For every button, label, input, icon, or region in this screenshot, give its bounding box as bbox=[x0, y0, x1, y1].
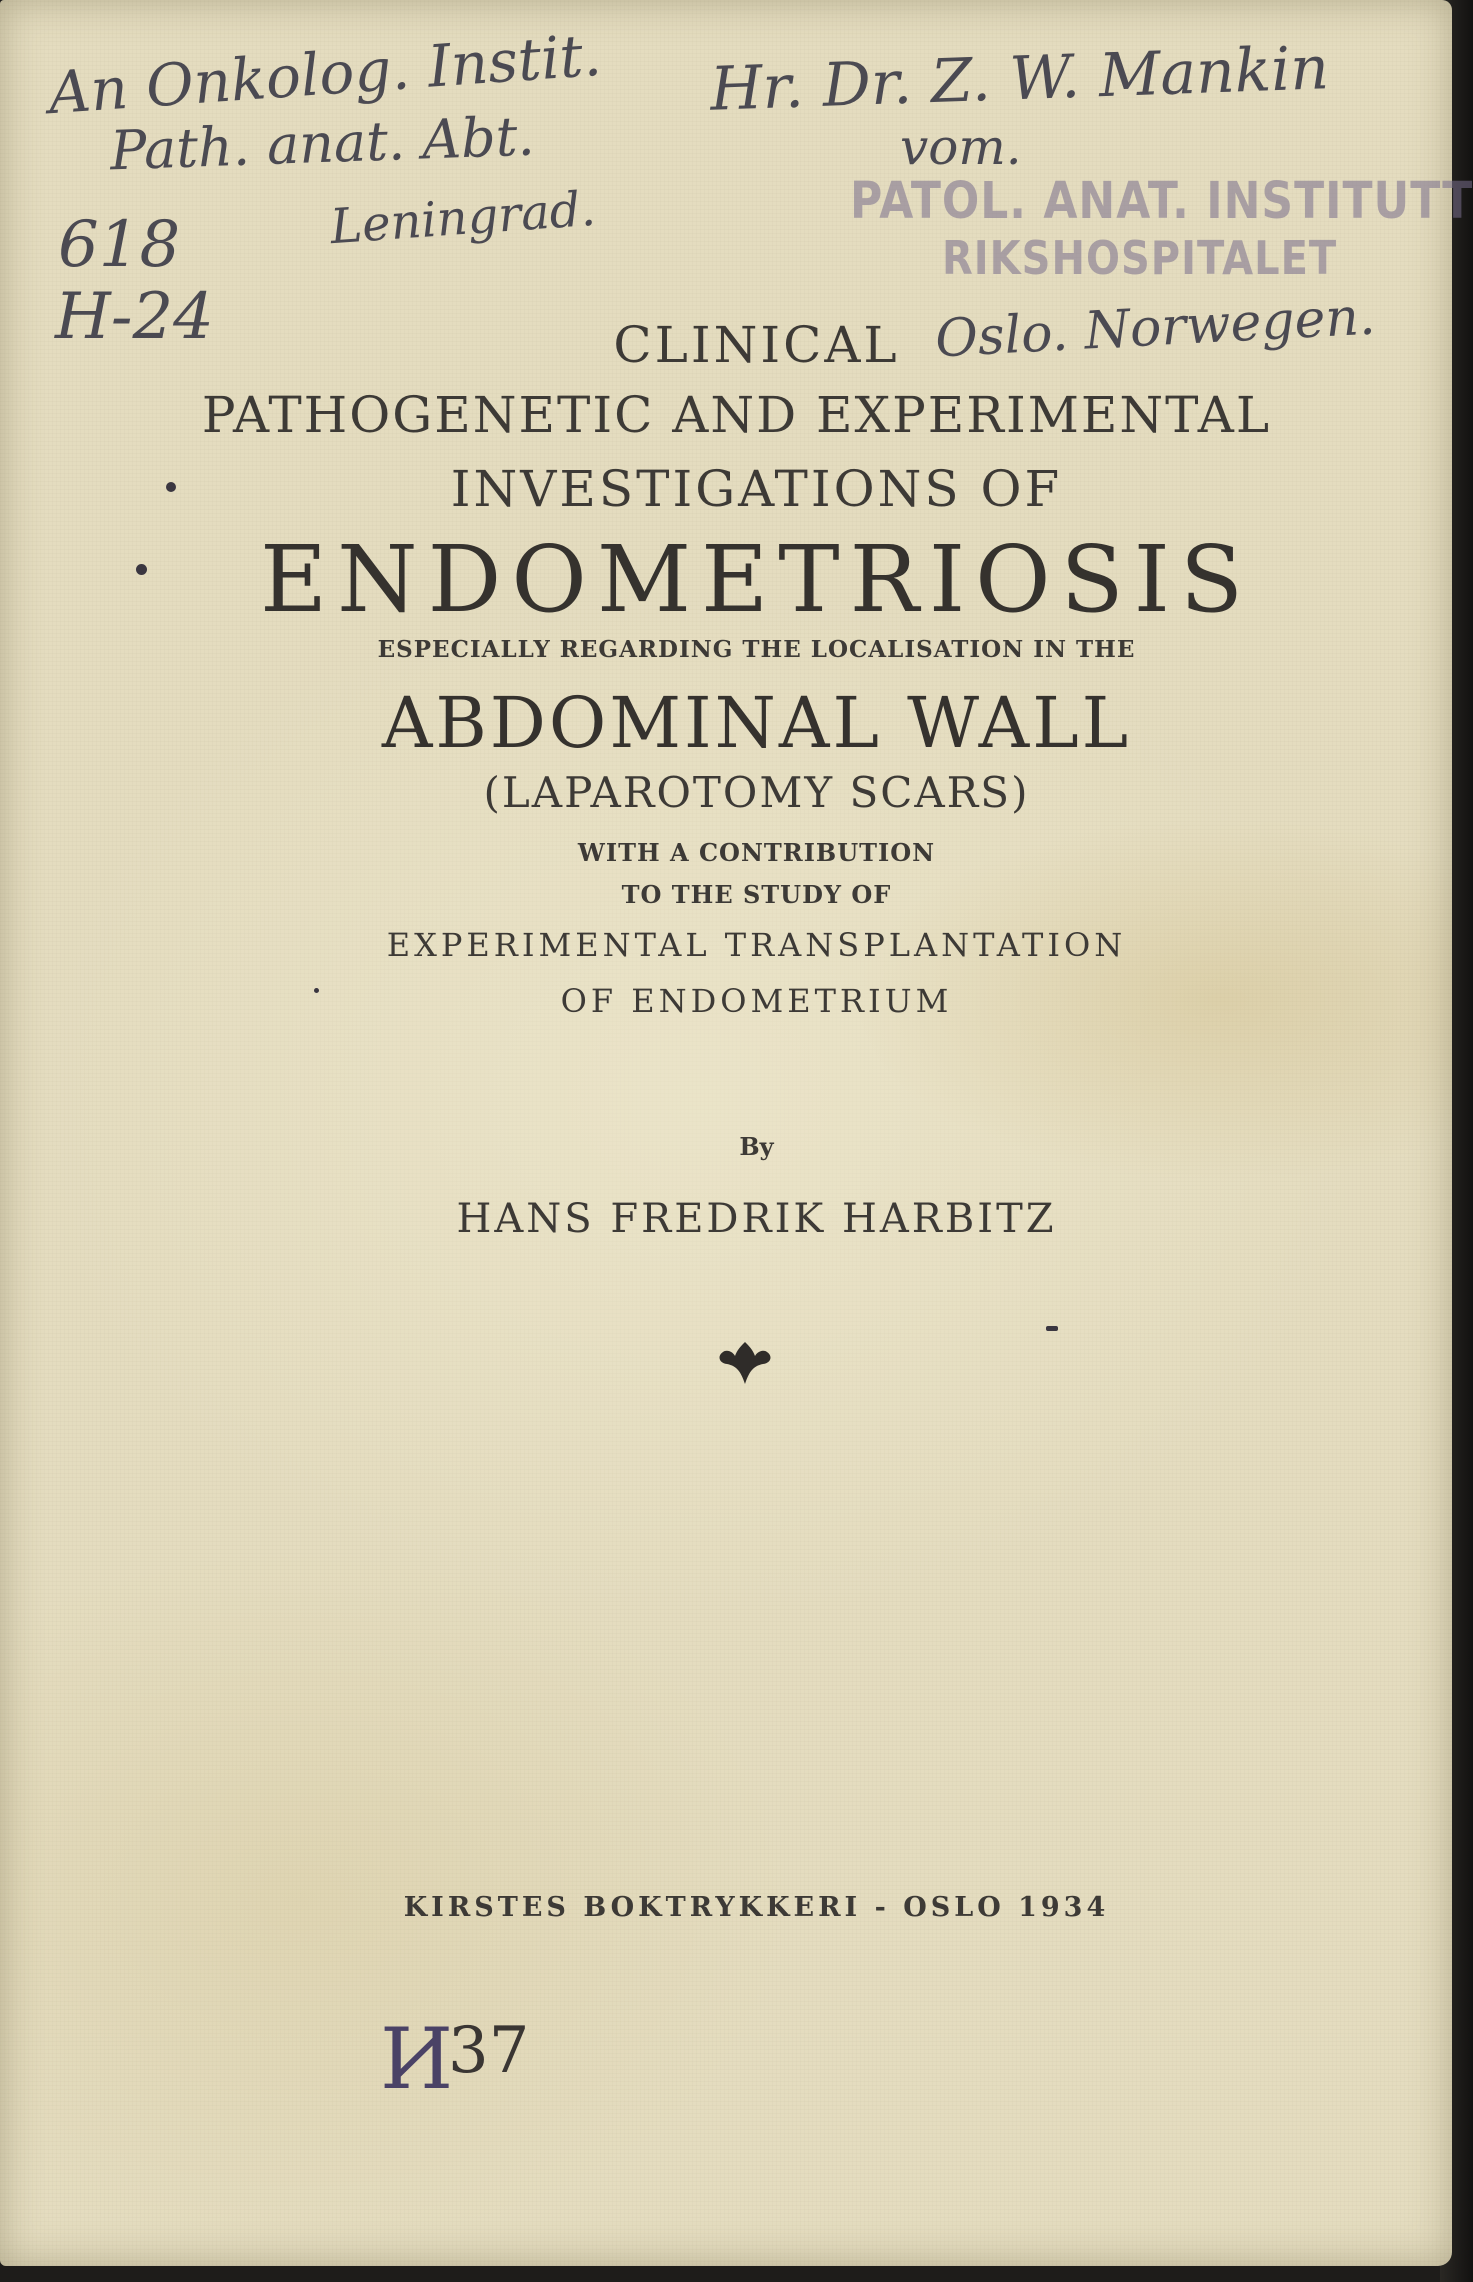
title-line-investigations: INVESTIGATIONS OF bbox=[450, 460, 1063, 518]
handwritten-recipient-line-3: Oslo. Norwegen. bbox=[933, 286, 1377, 370]
transplantation-line-2: OF ENDOMETRIUM bbox=[560, 982, 953, 1020]
shelf-code-line-2: H-24 bbox=[55, 280, 214, 354]
ink-speck bbox=[166, 482, 176, 492]
shelf-code-line-1: 618 bbox=[58, 208, 181, 282]
library-stamp-line-2: RIKSHOSPITALET bbox=[942, 232, 1338, 286]
inventory-letter: И bbox=[380, 2010, 454, 2108]
handwritten-dedication-line-3: Leningrad. bbox=[328, 180, 598, 256]
ink-speck bbox=[136, 564, 147, 575]
inventory-number: 37 bbox=[448, 2014, 530, 2088]
publisher-imprint: KIRSTES BOKTRYKKERI - OSLO 1934 bbox=[403, 1892, 1110, 1923]
handwritten-dedication-line-1: An Onkolog. Instit. bbox=[46, 20, 604, 128]
library-stamp-line-1: PATOL. ANAT. INSTITUTT bbox=[850, 172, 1473, 231]
subtitle-especially: ESPECIALLY REGARDING THE LOCALISATION IN THE bbox=[377, 636, 1136, 663]
subtitle-abdominal-wall: ABDOMINAL WALL bbox=[381, 682, 1132, 764]
contribution-line-1: WITH A CONTRIBUTION bbox=[577, 838, 936, 867]
ink-speck bbox=[1046, 1326, 1058, 1331]
handwritten-dedication-line-2: Path. anat. Abt. bbox=[109, 104, 536, 183]
handwritten-recipient-line-2: vom. bbox=[900, 118, 1022, 176]
title-line-pathogenetic: PATHOGENETIC AND EXPERIMENTAL bbox=[201, 386, 1272, 444]
ink-speck bbox=[314, 988, 319, 993]
byline-by: By bbox=[739, 1132, 774, 1161]
transplantation-line-1: EXPERIMENTAL TRANSPLANTATION bbox=[386, 926, 1127, 964]
subtitle-laparotomy-scars: (LAPAROTOMY SCARS) bbox=[483, 768, 1030, 817]
main-title-endometriosis: ENDOMETRIOSIS bbox=[260, 526, 1253, 633]
title-line-clinical: CLINICAL bbox=[613, 316, 900, 374]
contribution-line-2: TO THE STUDY OF bbox=[621, 880, 892, 909]
fleuron-icon bbox=[715, 1338, 775, 1388]
handwritten-recipient-line-1: Hr. Dr. Z. W. Mankin bbox=[708, 33, 1331, 125]
author-name: HANS FREDRIK HARBITZ bbox=[456, 1196, 1057, 1242]
